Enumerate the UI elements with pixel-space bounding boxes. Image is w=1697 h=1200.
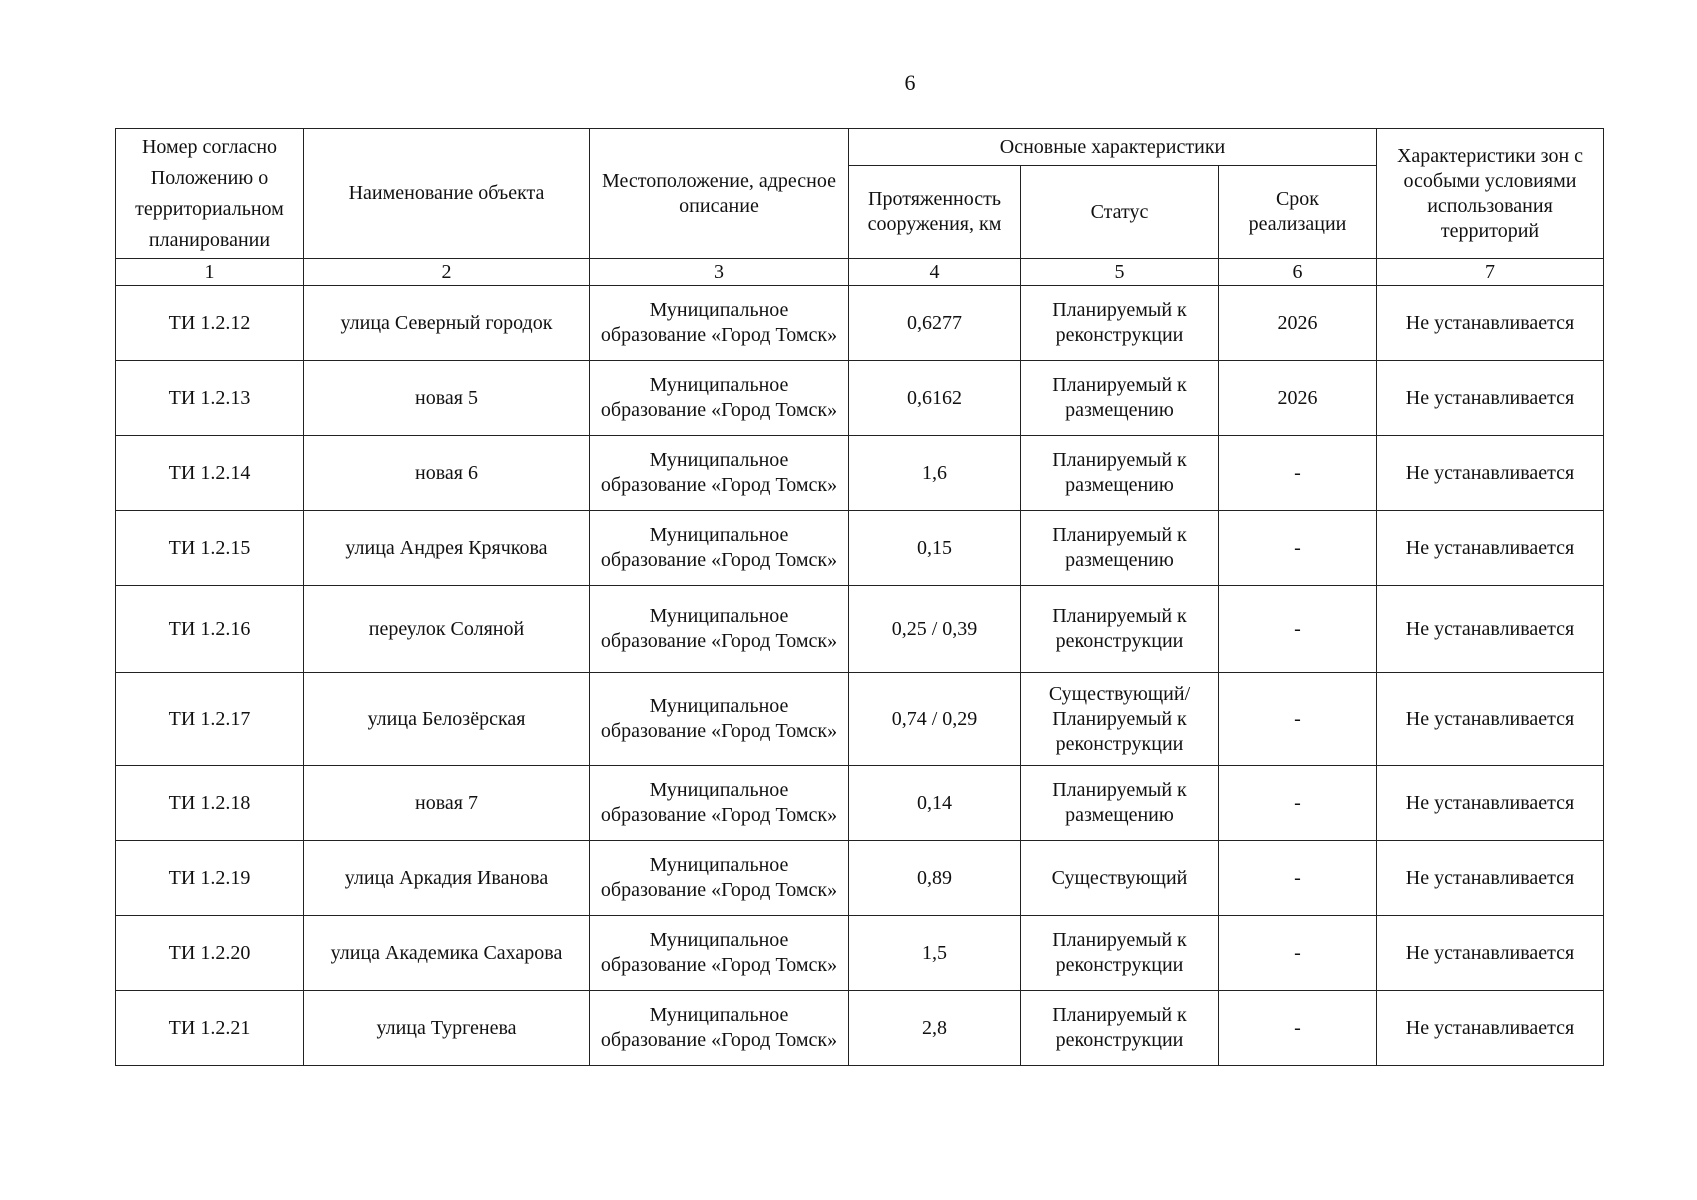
table-row [116, 286, 1604, 361]
table-row [116, 511, 1604, 586]
table-row [116, 361, 1604, 436]
cell-name: улица Аркадия Иванова [304, 841, 590, 916]
cell-number: ТИ 1.2.12 [116, 286, 304, 361]
header-length: Протяженность сооружения, км [849, 166, 1021, 259]
cell-location: Муниципальное образование «Город Томск» [590, 673, 849, 766]
cell-number: ТИ 1.2.18 [116, 766, 304, 841]
cell-zones: Не устанавливается [1377, 991, 1604, 1066]
cell-zones: Не устанавливается [1377, 361, 1604, 436]
cell-zones: Не устанавливается [1377, 766, 1604, 841]
cell-number: ТИ 1.2.21 [116, 991, 304, 1066]
column-number: 5 [1021, 259, 1219, 286]
cell-number: ТИ 1.2.16 [116, 586, 304, 673]
cell-name: новая 7 [304, 766, 590, 841]
header-name: Наименование объекта [304, 129, 590, 259]
table-row [116, 766, 1604, 841]
cell-term: - [1219, 916, 1377, 991]
column-number: 1 [116, 259, 304, 286]
cell-length: 2,8 [849, 991, 1021, 1066]
table-row [116, 436, 1604, 511]
cell-status: Планируемый к размещению [1021, 766, 1219, 841]
cell-length: 0,6277 [849, 286, 1021, 361]
cell-number: ТИ 1.2.15 [116, 511, 304, 586]
cell-status: Существующий/ Планируемый к реконструкции [1021, 673, 1219, 766]
cell-term: - [1219, 436, 1377, 511]
cell-term: - [1219, 673, 1377, 766]
header-zones: Характеристики зон с особыми условиями использования территорий [1377, 129, 1604, 259]
cell-status: Планируемый к реконструкции [1021, 991, 1219, 1066]
cell-status: Существующий [1021, 841, 1219, 916]
cell-status: Планируемый к реконструкции [1021, 586, 1219, 673]
cell-name: улица Тургенева [304, 991, 590, 1066]
cell-number: ТИ 1.2.20 [116, 916, 304, 991]
cell-length: 0,74 / 0,29 [849, 673, 1021, 766]
table-row [116, 916, 1604, 991]
cell-name: улица Академика Сахарова [304, 916, 590, 991]
cell-term: - [1219, 991, 1377, 1066]
cell-number: ТИ 1.2.14 [116, 436, 304, 511]
table-row [116, 841, 1604, 916]
cell-term: - [1219, 766, 1377, 841]
cell-name: переулок Соляной [304, 586, 590, 673]
table-row [116, 586, 1604, 673]
page-number: 6 [904, 70, 916, 95]
cell-status: Планируемый к размещению [1021, 511, 1219, 586]
cell-location: Муниципальное образование «Город Томск» [590, 586, 849, 673]
cell-length: 1,5 [849, 916, 1021, 991]
cell-length: 0,25 / 0,39 [849, 586, 1021, 673]
cell-term: 2026 [1219, 286, 1377, 361]
cell-status: Планируемый к размещению [1021, 361, 1219, 436]
cell-term: - [1219, 586, 1377, 673]
cell-location: Муниципальное образование «Город Томск» [590, 511, 849, 586]
cell-number: ТИ 1.2.17 [116, 673, 304, 766]
cell-term: - [1219, 841, 1377, 916]
column-number: 6 [1219, 259, 1377, 286]
header-number: Номер согласно Положению о территориальном планировании [116, 129, 304, 259]
cell-status: Планируемый к размещению [1021, 436, 1219, 511]
cell-length: 0,14 [849, 766, 1021, 841]
column-number: 4 [849, 259, 1021, 286]
cell-zones: Не устанавливается [1377, 586, 1604, 673]
cell-term: - [1219, 511, 1377, 586]
cell-zones: Не устанавливается [1377, 436, 1604, 511]
cell-zones: Не устанавливается [1377, 286, 1604, 361]
cell-status: Планируемый к реконструкции [1021, 916, 1219, 991]
cell-location: Муниципальное образование «Город Томск» [590, 436, 849, 511]
cell-length: 1,6 [849, 436, 1021, 511]
cell-location: Муниципальное образование «Город Томск» [590, 286, 849, 361]
cell-location: Муниципальное образование «Город Томск» [590, 991, 849, 1066]
cell-status: Планируемый к реконструкции [1021, 286, 1219, 361]
cell-location: Муниципальное образование «Город Томск» [590, 916, 849, 991]
cell-length: 0,15 [849, 511, 1021, 586]
cell-term: 2026 [1219, 361, 1377, 436]
header-location: Местоположение, адресное описание [590, 129, 849, 259]
header-term: Срок реализации [1219, 166, 1377, 259]
objects-table [115, 128, 1604, 1066]
table-row [116, 673, 1604, 766]
cell-zones: Не устанавливается [1377, 511, 1604, 586]
cell-number: ТИ 1.2.19 [116, 841, 304, 916]
column-number: 7 [1377, 259, 1604, 286]
cell-location: Муниципальное образование «Город Томск» [590, 766, 849, 841]
column-number: 2 [304, 259, 590, 286]
cell-name: улица Северный городок [304, 286, 590, 361]
header-status: Статус [1021, 166, 1219, 259]
table-row [116, 991, 1604, 1066]
cell-location: Муниципальное образование «Город Томск» [590, 361, 849, 436]
cell-zones: Не устанавливается [1377, 916, 1604, 991]
cell-length: 0,89 [849, 841, 1021, 916]
cell-zones: Не устанавливается [1377, 673, 1604, 766]
column-number: 3 [590, 259, 849, 286]
cell-name: новая 6 [304, 436, 590, 511]
cell-name: новая 5 [304, 361, 590, 436]
cell-name: улица Белозёрская [304, 673, 590, 766]
cell-number: ТИ 1.2.13 [116, 361, 304, 436]
cell-name: улица Андрея Крячкова [304, 511, 590, 586]
header-main-characteristics: Основные характеристики [849, 129, 1377, 166]
cell-length: 0,6162 [849, 361, 1021, 436]
cell-location: Муниципальное образование «Город Томск» [590, 841, 849, 916]
cell-zones: Не устанавливается [1377, 841, 1604, 916]
